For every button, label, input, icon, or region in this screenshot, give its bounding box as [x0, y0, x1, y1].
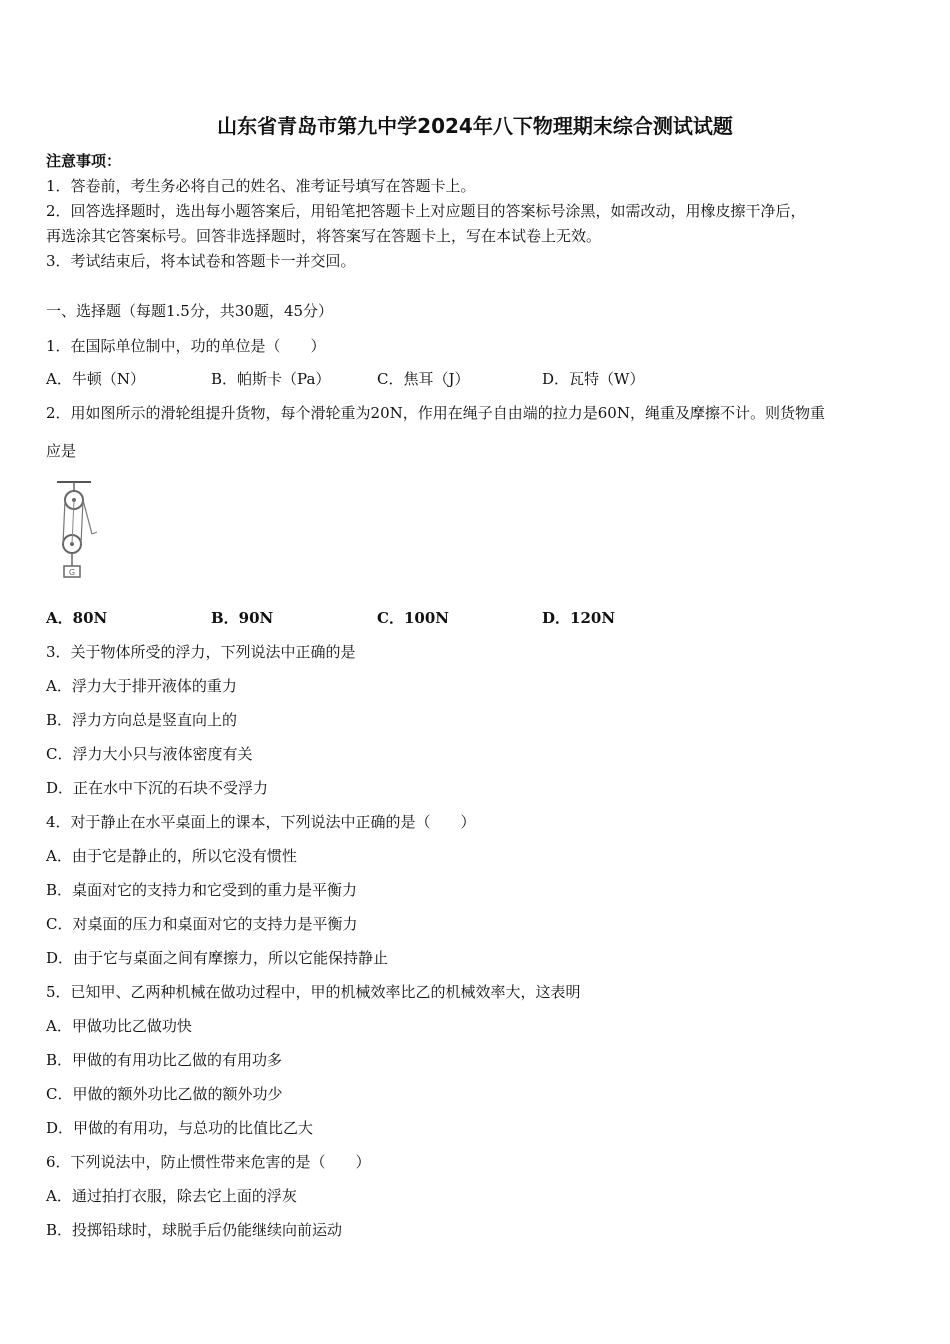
q1-option-a: A．牛顿（N）	[46, 370, 145, 388]
note-item-1: 1．答卷前，考生务必将自己的姓名、准考证号填写在答题卡上。	[46, 177, 476, 195]
notes-heading: 注意事项：	[46, 152, 122, 170]
q6-stem: 6．下列说法中，防止惯性带来危害的是（ ）	[46, 1153, 371, 1171]
q2-option-d: D．120N	[542, 609, 616, 627]
q1-stem: 1．在国际单位制中，功的单位是（ ）	[46, 337, 326, 355]
note-item-2-cont: 再选涂其它答案标号。回答非选择题时，将答案写在答题卡上，写在本试卷上无效。	[46, 227, 602, 245]
q5-option-a: A．甲做功比乙做功快	[46, 1017, 192, 1035]
q3-option-d: D．正在水中下沉的石块不受浮力	[46, 779, 269, 797]
q2-option-b: B．90N	[211, 609, 274, 627]
q4-option-c: C．对桌面的压力和桌面对它的支持力是平衡力	[46, 915, 358, 933]
q1-option-b: B．帕斯卡（Pa）	[211, 370, 331, 388]
q1-option-d: D．瓦特（W）	[542, 370, 645, 388]
q3-option-a: A．浮力大于排开液体的重力	[46, 677, 237, 695]
q3-option-c: C．浮力大小只与液体密度有关	[46, 745, 253, 763]
q3-option-b: B．浮力方向总是竖直向上的	[46, 711, 238, 729]
q6-option-a: A．通过拍打衣服，除去它上面的浮灰	[46, 1187, 297, 1205]
weight-label: G	[68, 568, 76, 577]
q6-option-b: B．投掷铅球时，球脱手后仍能继续向前运动	[46, 1221, 343, 1239]
q5-option-b: B．甲做的有用功比乙做的有用功多	[46, 1051, 283, 1069]
q4-option-a: A．由于它是静止的，所以它没有惯性	[46, 847, 297, 865]
q5-option-c: C．甲做的额外功比乙做的额外功少	[46, 1085, 283, 1103]
section-heading: 一、选择题（每题1.5分，共30题，45分）	[46, 302, 334, 320]
q5-option-d: D．甲做的有用功，与总功的比值比乙大	[46, 1119, 314, 1137]
q5-stem: 5．已知甲、乙两种机械在做功过程中，甲的机械效率比乙的机械效率大，这表明	[46, 983, 581, 1001]
q4-option-b: B．桌面对它的支持力和它受到的重力是平衡力	[46, 881, 358, 899]
pulley-diagram	[55, 478, 107, 582]
q2-option-c: C．100N	[377, 609, 449, 627]
q4-option-d: D．由于它与桌面之间有摩擦力，所以它能保持静止	[46, 949, 389, 967]
note-item-2: 2．回答选择题时，选出每小题答案后，用铅笔把答题卡上对应题目的答案标号涂黑，如需改动，用橡皮擦干净后，	[46, 202, 806, 220]
note-item-3: 3．考试结束后，将本试卷和答题卡一并交回。	[46, 252, 356, 270]
page-title: 山东省青岛市第九中学2024年八下物理期末综合测试试题	[217, 114, 733, 138]
q4-stem: 4．对于静止在水平桌面上的课本，下列说法中正确的是（ ）	[46, 813, 476, 831]
q1-option-c: C．焦耳（J）	[377, 370, 470, 388]
q2-option-a: A．80N	[46, 609, 108, 627]
q2-stem-line2: 应是	[46, 442, 77, 460]
q2-stem-line1: 2．用如图所示的滑轮组提升货物，每个滑轮重为20N，作用在绳子自由端的拉力是60N，绳重及摩擦不计。则货物重	[46, 404, 825, 422]
q3-stem: 3．关于物体所受的浮力，下列说法中正确的是	[46, 643, 356, 661]
